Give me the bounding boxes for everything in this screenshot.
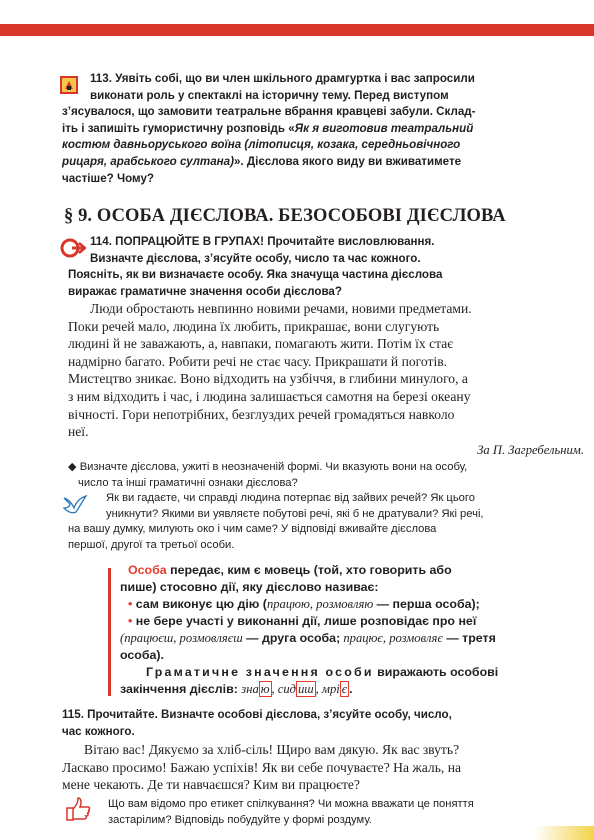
- quote-line: вічності. Гори непотрібних, безглуздих речей громадяться навколо: [68, 406, 455, 422]
- quote-line: Поки речей мало, людина їх любить, прикрашає, вони слугують: [68, 318, 440, 334]
- quote-line: людині й не заважають, а, навпаки, помагають жити. Потім їх стає: [68, 336, 454, 352]
- rule-bullet: [120, 596, 588, 613]
- example: зна: [241, 682, 259, 696]
- text: ». Дієслова якого виду ви вживатимете: [233, 154, 462, 168]
- italic-text: костюм давньоруського воїна (літописця, козака, середньовічного: [62, 138, 461, 152]
- text: сам виконує цю дію (: [135, 597, 267, 611]
- text: передає, ким є мовець (той, хто говорить або: [166, 563, 452, 577]
- rule-line: [120, 630, 588, 647]
- question-etiquette: [68, 797, 584, 828]
- rule-line: [120, 664, 588, 681]
- greetings-line: Ласкаво просимо! Бажаю успіхів! Як ви себе почуваєте? На жаль, на: [62, 759, 462, 775]
- example: працює, розмовляє: [340, 631, 443, 645]
- task-114-line: виражає граматичне значення особи дієслова?: [68, 284, 342, 298]
- page-corner-decoration: [534, 826, 594, 840]
- task-114-line: Визначте дієслова, з’ясуйте особу, число та час кожного.: [90, 251, 421, 265]
- bullet-icon: •: [128, 597, 136, 611]
- rule-block: [120, 562, 588, 698]
- greetings-line: Вітаю вас! Дякуємо за хліб-сіль! Щиро вам дякую. Як вас звуть?: [84, 742, 460, 757]
- italic-text: рицаря, арабського султана): [62, 154, 234, 168]
- rule-line: особа).: [120, 648, 164, 662]
- task-113-line: частіше? Чому?: [62, 171, 154, 185]
- question-line: Що вам відомо про етикет спілкування? Чи можна вважати це поняття: [108, 798, 474, 810]
- text: — третя: [442, 631, 496, 645]
- ending-box: ю: [260, 682, 270, 696]
- rule-line: пише) стосовно дії, яку дієслово називає:: [120, 580, 379, 594]
- text: не бере участі у виконанні дії, лише розповідає про неї: [135, 614, 477, 628]
- quote-text: [68, 300, 584, 441]
- rule-line: [120, 681, 588, 698]
- task-113-line: з’ясувалося, що замовити театральне вбрання кравцеві забули. Склад-: [62, 105, 476, 119]
- question-line: Як ви гадаєте, чи справді людина потерпає від зайвих речей? Як цього: [106, 492, 475, 504]
- ending-box: є: [341, 682, 348, 696]
- task-113-line: [62, 137, 582, 154]
- question-infinitive: [68, 460, 584, 491]
- quote-line: Мистецтво зникає. Воно відходить на узбіччя, в глибини минулого, а: [68, 371, 468, 387]
- question-line: ◆ Визначте дієслова, ужиті в неозначеній формі. Чи вказують вони на особу,: [68, 461, 468, 473]
- spaced-text: Граматичне значення особи: [146, 665, 374, 679]
- text: — перша особа);: [373, 597, 480, 611]
- example: працюю, розмовляю: [266, 597, 374, 611]
- top-red-bar: [0, 24, 594, 36]
- task-115-line: 115. Прочитайте. Визначте особові дієслова, з’ясуйте особу, число,: [62, 708, 452, 721]
- task-113: [62, 71, 582, 187]
- quote-line: Люди обростають невпинно новими речами, новими предметами.: [90, 301, 472, 316]
- greetings-text: [62, 741, 584, 794]
- question-line: на вашу думку, милують око і чим саме? У відповіді вживайте дієслова: [68, 523, 437, 536]
- task-113-line: 113. Уявіть собі, що ви член шкільного драмгуртка і вас запросили: [90, 72, 475, 85]
- text: — друга особа;: [242, 631, 341, 645]
- example: , мрі: [315, 682, 340, 696]
- period: .: [349, 682, 353, 696]
- text: закінчення дієслів:: [120, 682, 242, 696]
- text: виражають особові: [373, 665, 499, 679]
- task-113-line: [62, 121, 582, 138]
- task-115-line: час кожного.: [62, 724, 135, 738]
- question-line: число та інші граматичні ознаки дієслова?: [78, 476, 298, 489]
- greetings-line: мене чекають. Де ти навчаєшся? Ким ви працюєте?: [62, 777, 360, 793]
- task-114-line: 114. ПОПРАЦЮЙТЕ В ГРУПАХ! Прочитайте висловлювання.: [90, 235, 435, 248]
- task-114: [68, 234, 584, 300]
- ending-box: иш: [298, 682, 314, 696]
- rule-term: Особа: [128, 563, 167, 577]
- question-line: першої, другої та третьої особи.: [68, 538, 235, 551]
- bullet-icon: •: [128, 614, 136, 628]
- rule-bullet: [120, 613, 588, 630]
- section-title: § 9. ОСОБА ДІЄСЛОВА. БЕЗОСОБОВІ ДІЄСЛОВА: [64, 206, 506, 226]
- question-line: уникнути? Якими ви уявляєте побутові речі, які б не дратували? Які речі,: [106, 507, 484, 520]
- quote-line: надмірно багато. Робити речі не стає часу. Прикрашати й поготів.: [68, 353, 448, 369]
- task-113-line: [62, 154, 582, 171]
- text: іть і запишіть гумористичну розповідь «: [62, 121, 295, 135]
- question-things: [68, 491, 584, 553]
- task-113-line: виконати роль у спектаклі на історичну тему. Перед виступом: [90, 88, 449, 102]
- quote-author: За П. Загребельним.: [477, 443, 584, 457]
- task-115: [62, 707, 584, 740]
- example: (працюєш, розмовляєш: [120, 631, 243, 645]
- task-114-line: Поясніть, як ви визначаєте особу. Яка значуща частина дієслова: [68, 268, 443, 282]
- quote-line: неї.: [68, 424, 89, 440]
- question-line: застарілим? Відповідь побудуйте у формі роздуму.: [108, 813, 372, 826]
- quote-line: з ним відходить і час, і людина залишається самотня на березі океану: [68, 388, 471, 404]
- italic-text: Як я виготовив театральний: [294, 121, 474, 135]
- rule-line: [120, 562, 588, 579]
- example: , сид: [271, 682, 297, 696]
